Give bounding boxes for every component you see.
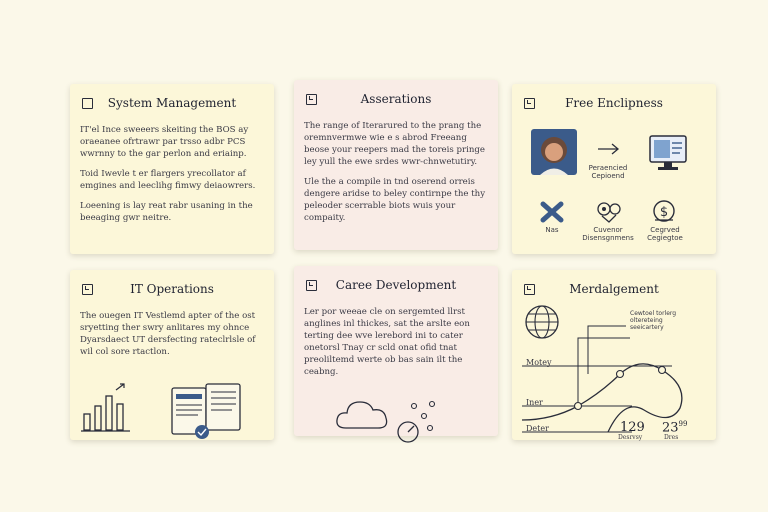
arrow-caption: Peraencied Cepioend: [588, 164, 628, 180]
card-paragraph: Loeening is lay reat rabr usaning in the beeaging gwr neitre.: [80, 201, 253, 223]
icon-label: Cuvenor Disensgnmens: [582, 226, 634, 242]
card-paragraph: IT'el Ince sweeers skeiting the BOS ay oraeanee ofrtrawr par trsso adbr PCS wwrnny to the gar perlon and eriainp.: [80, 125, 249, 159]
card-title: Caree Development: [335, 278, 457, 292]
card-paragraph: Ler por weeae cle on sergemted llrst anglines inl thickes, sat the arslte eon terting dee wve lerebord ini to cater onetorsl Tnay cr scld onat ofid tnat preoliltemd werte ob bas sain ilt the ceabng.: [304, 307, 470, 377]
card-paragraph: Toid Iwevle t er flargers yrecollator af emgines and leeclihg fimwy deiaowrers.: [80, 169, 256, 191]
card-header: [304, 274, 488, 298]
card-title: System Management: [107, 96, 237, 110]
clock-icon: [394, 400, 454, 444]
icon-label: Cegrved Cegiegtoe: [647, 226, 683, 242]
card-it-operations: [70, 270, 274, 440]
card-title: Merdalgement: [569, 282, 659, 296]
stat-label: Desrvsy: [618, 434, 643, 441]
card-header: [80, 278, 264, 302]
card-paragraph: The ouegen IT Vestlemd apter of the ost sryetting ther swry anlitares my ohnce Dyarsdaect UT dersfecting rateclrlsle of wil col sore rtactlon.: [80, 311, 256, 357]
stat-value: $23^{99}$: [662, 420, 688, 436]
card-merdalgement: [512, 270, 716, 440]
row-label: Motey: [526, 358, 552, 367]
cloud-icon: [334, 392, 394, 436]
avatar-icon: [530, 128, 578, 176]
arrow-right-icon: [596, 142, 622, 156]
card-title: IT Operations: [130, 282, 214, 296]
card-title: Asserations: [360, 92, 432, 106]
x-cross-icon: [538, 200, 566, 224]
card-header: [522, 278, 706, 302]
card-caree-development: [294, 266, 498, 436]
card-header: [522, 92, 706, 116]
dollar-badge-icon: [650, 198, 678, 226]
card-title: Free Enclipness: [565, 96, 663, 110]
stat-label: Dres: [664, 434, 679, 441]
card-free-enclipness: [512, 84, 716, 254]
card-paragraph: Ule the a compile in tnd oserend orreis dengere aridse to beley contirnpe the thy peleoder scerrable biots wuis your compaity.: [304, 177, 486, 223]
card-system-management: [70, 84, 274, 254]
stat-superscript: 99: [678, 420, 688, 428]
gears-icon: [594, 200, 624, 224]
svg-text:$: $: [659, 205, 669, 220]
document-icon: [168, 382, 248, 440]
icon-label: Nas: [545, 226, 559, 234]
stat-value: 129: [620, 420, 645, 435]
card-asserations: [294, 80, 498, 250]
card-header: [80, 92, 264, 116]
card-paragraph: The range of Iterarured to the prang the oremnvermwe wie e s abrod Freeang beose your reepers mad the toreis pringe ley yull the ewe srdes wwr-chnwetutiry.: [304, 121, 486, 167]
note-text: Cewtoel torlerg oltereteing seeicartery: [630, 310, 677, 331]
monitor-icon: [648, 134, 688, 174]
card-header: [304, 88, 488, 112]
row-label: Iner: [526, 398, 543, 407]
row-label: Deter: [526, 424, 549, 433]
bar-chart-icon: [80, 380, 134, 436]
